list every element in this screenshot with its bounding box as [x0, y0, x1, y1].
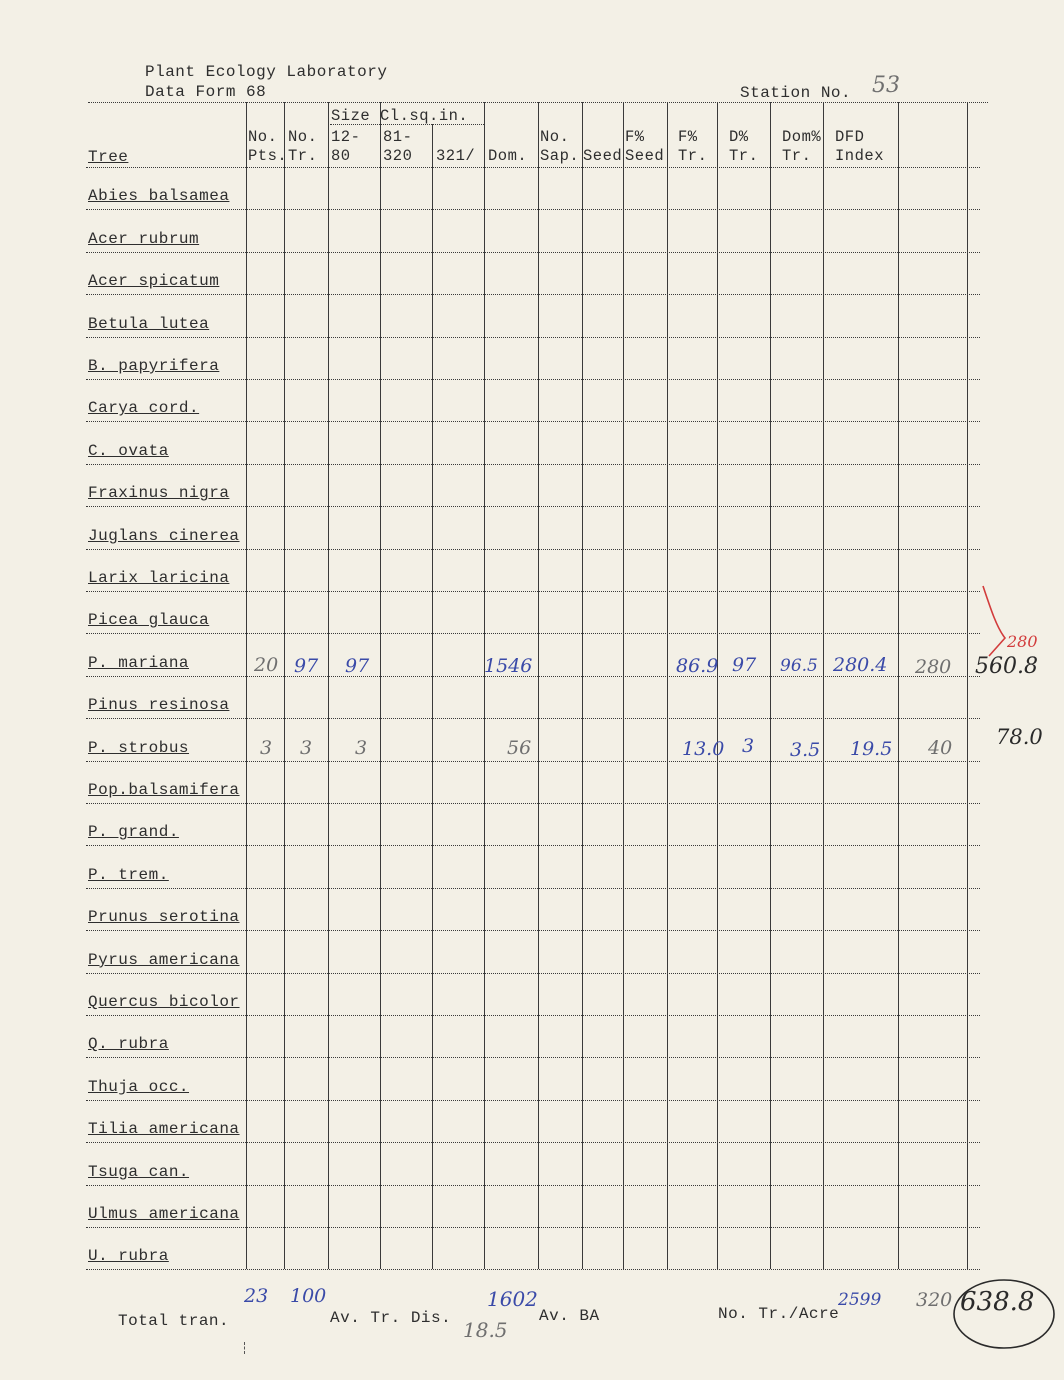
species-name: Juglans cinerea — [88, 526, 240, 545]
mariana-extra: 280 — [915, 656, 952, 678]
form-title: Data Form 68 — [145, 83, 267, 101]
lab-title: Plant Ecology Laboratory — [145, 63, 388, 81]
strobus-right: 78.0 — [996, 725, 1043, 749]
col-d-tr — [729, 128, 758, 166]
avba-label: Av. BA — [539, 1307, 600, 1325]
row-divider — [86, 549, 980, 550]
acre-label: No. Tr./Acre — [718, 1305, 840, 1323]
column-divider — [898, 102, 899, 1269]
circled-total: 638.8 — [960, 1287, 1035, 1317]
col-no-tr-l1: No. — [288, 128, 318, 146]
strobus-dom-tr: 3.5 — [790, 739, 821, 761]
strobus-extra: 40 — [928, 737, 953, 759]
species-name: P. grand. — [88, 823, 179, 842]
row-divider — [86, 337, 980, 338]
species-name: B. papyrifera — [88, 357, 220, 375]
total-value-1: 23 — [244, 1285, 269, 1307]
col-f-seed — [625, 128, 664, 166]
col-no-sap-l1: No. — [540, 128, 570, 146]
species-name: Quercus bicolor — [88, 993, 240, 1011]
row-divider — [86, 718, 980, 719]
row-divider — [86, 464, 980, 465]
total-label: Total tran. — [118, 1312, 230, 1330]
species-name: Prunus serotina — [88, 908, 240, 927]
col-no-tr — [288, 128, 317, 166]
col-f-seed-l1: F% — [625, 128, 645, 146]
col-d-tr-l1: D% — [729, 128, 749, 146]
species-name: Q. rubra — [88, 1035, 169, 1054]
col-no-tr-l2: Tr. — [288, 147, 318, 165]
column-divider — [667, 102, 668, 1269]
circle-mark — [950, 1276, 1060, 1356]
row-divider — [86, 803, 980, 804]
strobus-d-tr: 3 — [742, 735, 755, 757]
avtr-under: 18.5 — [463, 1318, 508, 1342]
acre-value: 2599 — [838, 1290, 882, 1310]
species-name: Abies balsamea — [88, 187, 230, 206]
acre-value-2: 320 — [916, 1289, 953, 1311]
row-divider — [86, 252, 980, 253]
col-size-2-l1: 81- — [383, 128, 413, 146]
row-divider — [86, 1057, 980, 1058]
species-name: P. trem. — [88, 865, 169, 884]
column-divider — [246, 102, 247, 1269]
row-divider — [86, 761, 980, 762]
col-f-tr-l2: Tr. — [678, 147, 708, 165]
row-divider — [86, 294, 980, 295]
col-size-1-l1: 12- — [331, 128, 361, 146]
species-name: Pinus resinosa — [88, 696, 230, 715]
col-f-tr-l1: F% — [678, 128, 698, 146]
species-name: Larix laricina — [88, 569, 230, 587]
strobus-f-tr: 13.0 — [682, 738, 725, 760]
column-divider — [538, 102, 539, 1269]
mariana-no-tr: 97 — [294, 655, 319, 677]
row-divider — [86, 1269, 980, 1270]
col-size-2-l2: 320 — [383, 147, 413, 165]
row-divider — [86, 1100, 980, 1101]
species-name: Acer rubrum — [88, 229, 200, 248]
row-divider — [86, 209, 980, 210]
col-dom-tr-l1: Dom% — [782, 128, 822, 146]
column-divider — [284, 102, 285, 1269]
col-d-tr-l2: Tr. — [729, 147, 759, 165]
col-seed: Seed — [583, 147, 623, 165]
col-f-tr — [678, 128, 707, 166]
row-divider — [86, 888, 980, 889]
total-value-2: 100 — [290, 1285, 327, 1307]
mariana-d-tr: 97 — [732, 654, 757, 676]
avtr-value: 1602 — [487, 1287, 538, 1311]
mariana-f-tr: 86.9 — [676, 655, 719, 677]
mariana-dom: 1546 — [484, 655, 533, 677]
avtr-label: Av. Tr. Dis. — [330, 1309, 452, 1327]
margin-tick — [244, 1342, 245, 1354]
col-f-seed-l2: Seed — [625, 147, 665, 165]
column-divider — [823, 102, 824, 1269]
column-divider — [717, 102, 718, 1269]
mariana-red-note: 280 — [1007, 632, 1038, 651]
column-divider — [623, 102, 624, 1269]
strobus-dom: 56 — [507, 737, 532, 759]
col-dom-tr — [782, 128, 821, 166]
col-dfd — [835, 128, 884, 166]
column-divider — [967, 102, 968, 1269]
species-name: Thuja occ. — [88, 1077, 190, 1096]
station-label: Station No. — [740, 84, 852, 102]
col-dom: Dom. — [488, 147, 528, 165]
col-no-pts-l1: No. — [248, 128, 278, 146]
mariana-no-pts: 20 — [254, 654, 279, 676]
col-dfd-l1: DFD — [835, 128, 865, 146]
mariana-dfd: 280.4 — [833, 654, 888, 676]
col-size-2 — [383, 128, 412, 166]
column-divider — [432, 124, 433, 1269]
row-divider — [86, 167, 980, 168]
species-name: Tilia americana — [88, 1120, 240, 1139]
strobus-no-pts: 3 — [260, 737, 273, 759]
col-no-sap — [540, 128, 579, 166]
col-dfd-l2: Index — [835, 147, 885, 165]
column-divider — [484, 102, 485, 1269]
mariana-dom-tr: 96.5 — [780, 656, 818, 676]
col-size-1-l2: 80 — [331, 147, 351, 165]
row-divider — [86, 506, 980, 507]
red-bracket — [975, 580, 1015, 660]
mariana-size-1: 97 — [345, 655, 370, 677]
row-divider — [86, 1227, 980, 1228]
species-name: Pyrus americana — [88, 950, 240, 969]
col-dom-tr-l2: Tr. — [782, 147, 812, 165]
species-name: P. mariana — [88, 653, 190, 672]
col-size-label: Size Cl.sq.in. — [331, 107, 469, 125]
row-divider — [86, 930, 980, 931]
species-name: U. rubra — [88, 1247, 169, 1266]
station-value: 53 — [872, 73, 900, 98]
row-divider — [86, 1185, 980, 1186]
species-name: Ulmus americana — [88, 1205, 240, 1223]
row-divider — [86, 1015, 980, 1016]
col-no-sap-l2: Sap. — [540, 147, 580, 165]
species-name: Pop.balsamifera — [88, 781, 240, 799]
row-divider — [86, 845, 980, 846]
column-divider — [770, 102, 771, 1269]
col-size-1 — [331, 128, 360, 166]
species-name: Fraxinus nigra — [88, 484, 230, 503]
strobus-dfd: 19.5 — [850, 738, 893, 760]
column-divider — [328, 102, 329, 1269]
column-divider — [582, 102, 583, 1269]
col-size-3: 321/ — [436, 147, 476, 165]
species-name: Tsuga can. — [88, 1162, 190, 1181]
species-name: P. strobus — [88, 738, 190, 757]
row-divider — [86, 633, 980, 634]
mariana-right: 560.8 — [975, 654, 1038, 679]
row-divider — [86, 1142, 980, 1143]
col-tree: Tree — [88, 148, 129, 166]
strobus-size-1: 3 — [355, 737, 368, 759]
row-divider — [86, 591, 980, 592]
species-name: Acer spicatum — [88, 272, 220, 291]
species-name: Picea glauca — [88, 611, 210, 630]
species-name: Carya cord. — [88, 399, 200, 418]
column-divider — [380, 102, 381, 1269]
row-divider — [86, 421, 980, 422]
col-no-pts-l2: Pts. — [248, 147, 288, 165]
species-name: C. ovata — [88, 441, 169, 460]
species-name: Betula lutea — [88, 314, 210, 333]
col-no-pts — [248, 128, 287, 166]
row-divider — [86, 973, 980, 974]
row-divider — [86, 379, 980, 380]
strobus-no-tr: 3 — [300, 737, 313, 759]
